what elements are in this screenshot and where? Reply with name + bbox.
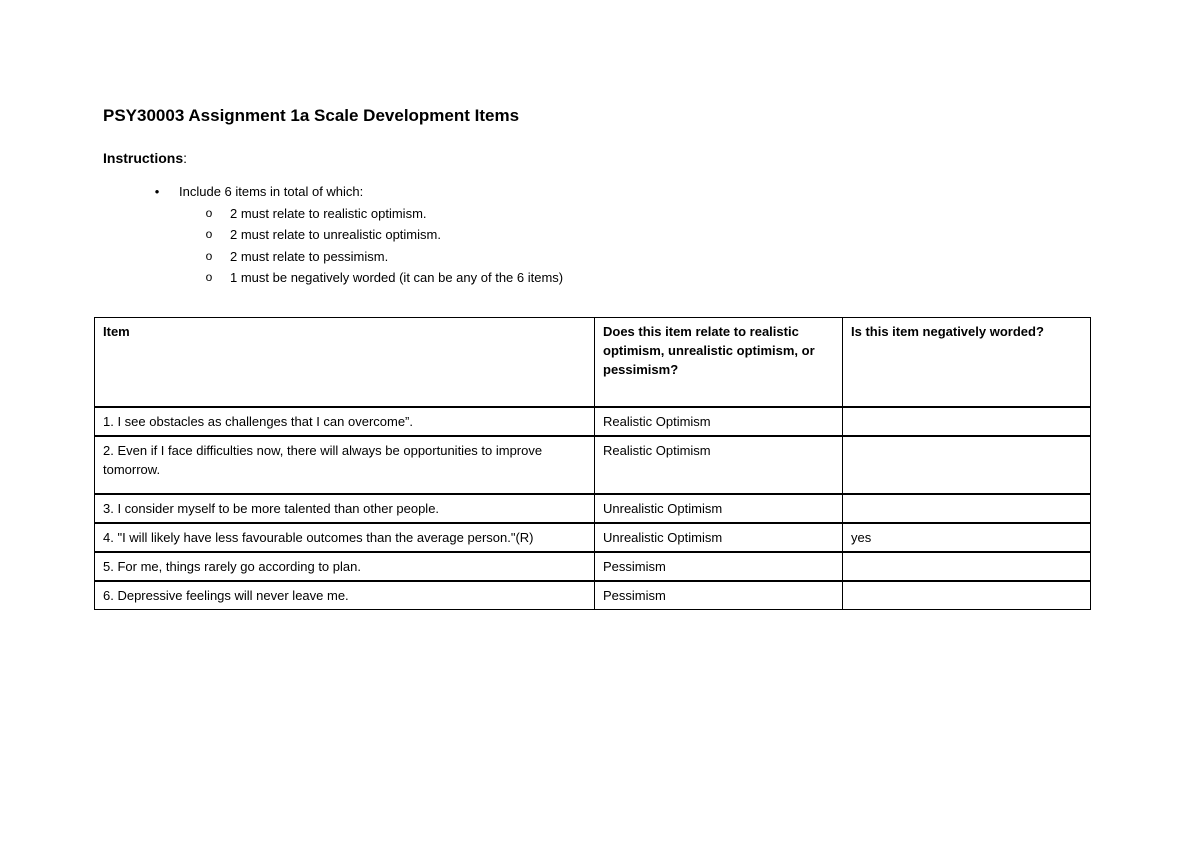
header-item: Item (95, 318, 595, 408)
table-row (95, 581, 1091, 610)
category-cell: Unrealistic Optimism (595, 494, 843, 523)
item-cell (95, 407, 595, 436)
negative-cell (843, 552, 1091, 581)
item-text: Even if I face difficulties now, there will always be opportunities to improve tomorrow. (103, 443, 543, 477)
item-text: "I will likely have less favourable outcomes than the average person."(R) (113, 530, 534, 545)
item-cell (95, 436, 595, 494)
circle-bullet-icon: o (205, 205, 213, 220)
category-cell: Unrealistic Optimism (595, 523, 843, 552)
item-text: Depressive feelings will never leave me. (113, 588, 349, 603)
circle-bullet-icon: o (205, 227, 213, 241)
table-row (95, 407, 1091, 436)
instructions-colon: : (183, 150, 188, 166)
negative-cell (843, 436, 1091, 494)
instruction-sub: 1 must be negatively worded (it can be any of the 6 items) (230, 270, 564, 285)
item-number: 3. (103, 501, 114, 516)
item-text: I consider myself to be more talented than other people. (113, 501, 440, 516)
item-cell (95, 523, 595, 552)
instructions-heading (103, 150, 187, 166)
category-cell: Pessimism (595, 581, 843, 610)
items-table (94, 317, 1091, 610)
bullet-icon: • (154, 184, 160, 199)
item-number: 6. (103, 588, 114, 603)
instruction-sub: 2 must relate to unrealistic optimism. (230, 227, 441, 242)
item-cell (95, 494, 595, 523)
negative-cell: yes (843, 523, 1091, 552)
page-title: PSY30003 Assignment 1a Scale Development Items (103, 106, 520, 125)
item-number: 1. (103, 414, 114, 429)
instruction-sub: 2 must relate to pessimism. (230, 248, 389, 264)
negative-cell (843, 494, 1091, 523)
table-header-row (95, 318, 1091, 408)
header-negative: Is this item negatively worded? (843, 318, 1091, 408)
category-cell: Realistic Optimism (595, 436, 843, 494)
category-cell: Pessimism (595, 552, 843, 581)
circle-bullet-icon: o (205, 270, 213, 284)
header-category: Does this item relate to realistic optimism, unrealistic optimism, or pessimism? (595, 318, 843, 408)
table-row (95, 552, 1091, 581)
table-row (95, 523, 1091, 552)
item-cell (95, 581, 595, 610)
table-row (95, 436, 1091, 494)
item-number: 5. (103, 559, 114, 574)
instruction-main: Include 6 items in total of which: (179, 184, 364, 199)
item-number: 2. (103, 443, 114, 458)
circle-bullet-icon: o (205, 248, 213, 263)
negative-cell (843, 581, 1091, 610)
item-cell (95, 552, 595, 581)
negative-cell (843, 407, 1091, 436)
item-number: 4. (103, 530, 114, 545)
instructions-label: Instructions (103, 150, 184, 166)
table-row (95, 494, 1091, 523)
category-cell: Realistic Optimism (595, 407, 843, 436)
item-text: I see obstacles as challenges that I can overcome”. (113, 414, 414, 429)
instruction-sub: 2 must relate to realistic optimism. (230, 205, 427, 221)
item-text: For me, things rarely go according to plan. (113, 559, 361, 574)
